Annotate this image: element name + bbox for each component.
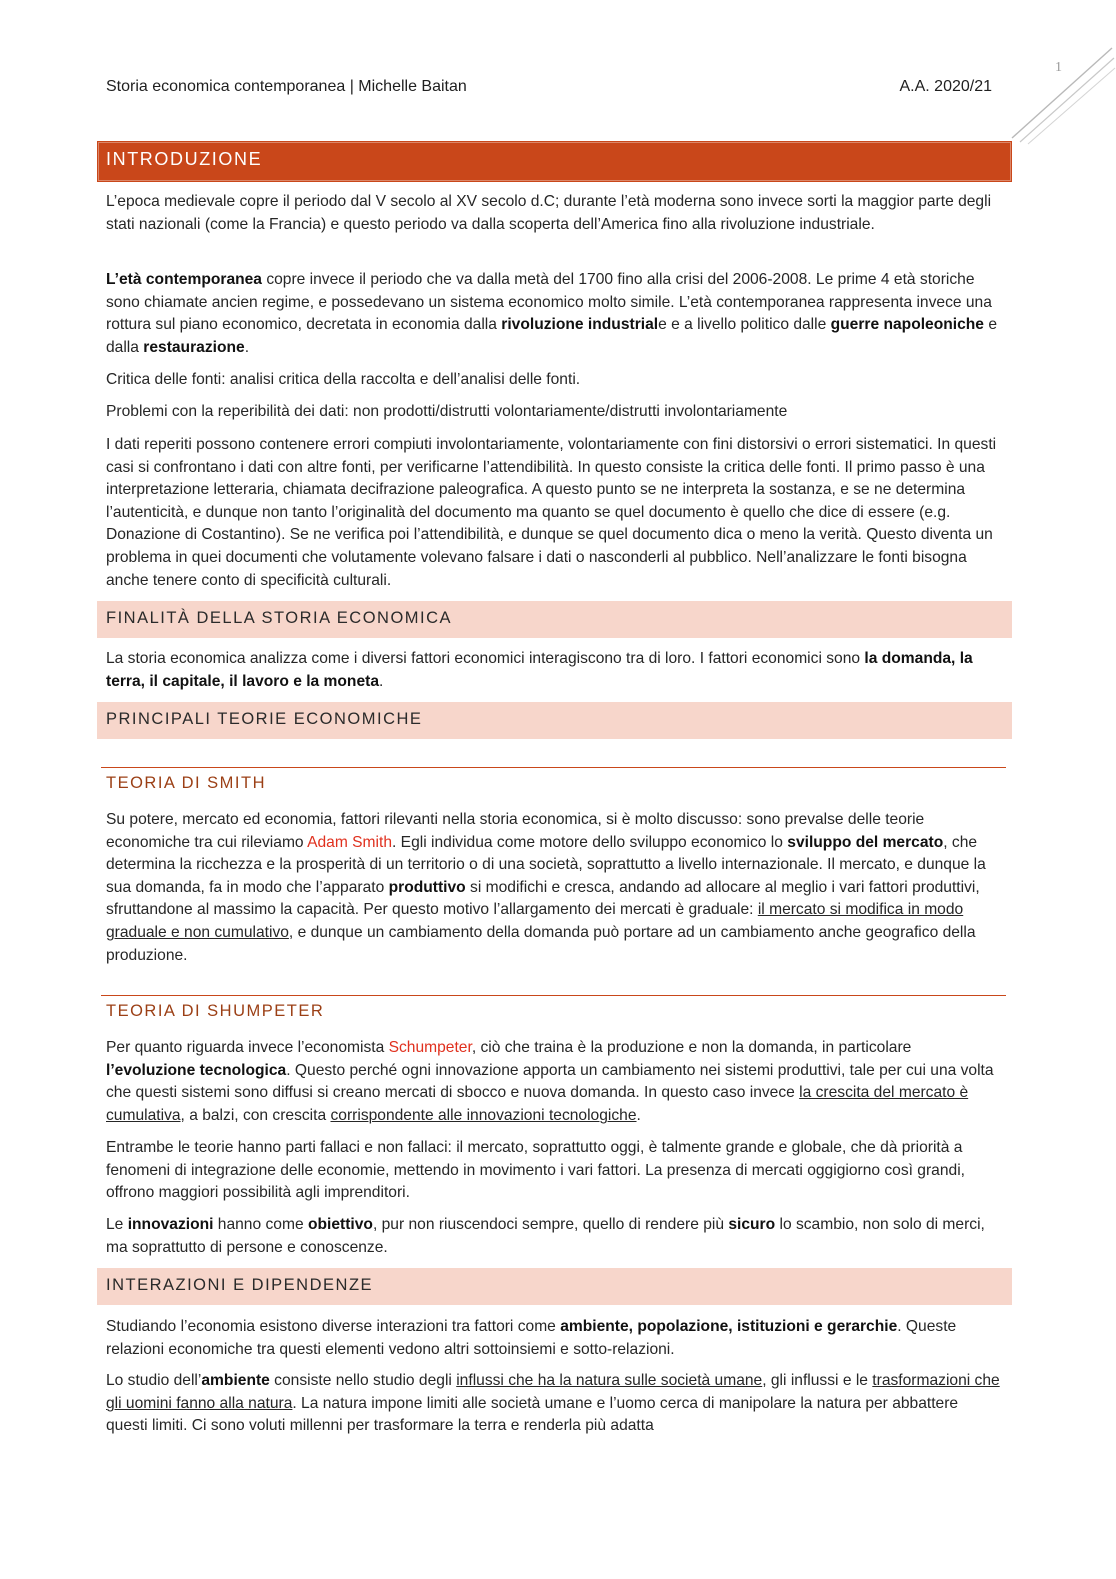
text-run: Per quanto riguarda invece l’economista	[106, 1039, 389, 1056]
bold-text: produttivo	[388, 878, 466, 896]
paragraph-eta-contemporanea	[106, 269, 1001, 359]
bold-text: guerre napoleoniche	[830, 316, 984, 334]
text-run: . Egli individua come motore dello sviluppo economico lo	[392, 833, 788, 851]
text-run: .	[379, 672, 384, 690]
underlined-text: il mercato si modifica in modo graduale e non cumulativo	[106, 901, 964, 941]
paragraph-fattori-economici	[106, 648, 1001, 693]
text-run: .	[636, 1106, 641, 1124]
academic-year: A.A. 2020/21	[899, 78, 992, 95]
underlined-text: influssi che ha la natura sulle società umane	[456, 1372, 763, 1389]
paragraph-ambiente	[106, 1370, 1001, 1438]
name-schumpeter: Schumpeter	[388, 1039, 472, 1056]
heading-introduzione	[97, 141, 1012, 182]
paragraph-critica-fonti: Critica delle fonti: analisi critica della raccolta e dell’analisi delle fonti.	[106, 371, 581, 388]
text-run: , a balzi, con crescita	[180, 1106, 331, 1124]
page-number: 1	[1055, 60, 1062, 75]
heading-principali-teorie	[97, 702, 1012, 739]
heading-finalita	[97, 601, 1012, 638]
heading-teoria-smith: TEORIA DI SMITH	[106, 774, 267, 792]
text-run: . La natura impone limiti alle società umane e l’uomo cerca di manipolare la natura per abbattere questi limiti. Ci sono voluti millenni per trasformare la terra e renderla più adatta	[106, 1394, 959, 1435]
bold-text: sviluppo del mercato	[787, 833, 944, 851]
bold-text: sicuro	[728, 1216, 776, 1233]
paragraph-entrambe-teorie: Entrambe le teorie hanno parti fallaci e non fallaci: il mercato, soprattutto oggi, è talmente grande e globale, che dà priorità a fenomeni di integrazione delle economie, mettendo in movimento i vari fattori. La presenza di mercati oggigiorno così grandi, offrono maggiori possibilità agli imprenditori.	[106, 1139, 965, 1202]
text-run: .	[244, 338, 250, 356]
heading-teoria-shumpeter: TEORIA DI SHUMPETER	[106, 1002, 325, 1020]
section-divider	[101, 767, 1006, 768]
text-run: , che determina la ricchezza e la prosperità di un territorio o di una società, soprattutto a livello internazionale. Il mercato, e dunque la sua domanda, fa in modo che l’apparato	[106, 833, 986, 896]
heading-text: INTERAZIONI E DIPENDENZE	[106, 1276, 374, 1294]
bold-text: ambiente	[201, 1372, 270, 1389]
underlined-text: la crescita del mercato è cumulativa	[106, 1084, 969, 1124]
bold-text: ambiente, popolazione, istituzioni e gerarchie	[560, 1318, 898, 1335]
paragraph-interazioni-fattori	[106, 1316, 1001, 1361]
paragraph-epoca-medievale: L’epoca medievale copre il periodo dal V secolo al XV secolo d.C; durante l’età moderna sono invece sorti la maggior parte degli stati nazionali (come la Francia) e questo periodo va dalla scoperta dell’America fino alla rivoluzione industriale.	[106, 193, 992, 233]
bold-text: restaurazione	[143, 338, 245, 356]
bold-text: innovazioni	[127, 1216, 214, 1233]
paragraph-schumpeter	[106, 1037, 1001, 1127]
bold-text: la domanda, la terra, il capitale, il lavoro e la moneta	[106, 650, 973, 690]
text-run: , e dunque un cambiamento della domanda può portare ad un cambiamento anche geografico della produzione.	[106, 923, 976, 964]
bold-text: l’evoluzione tecnologica	[106, 1061, 287, 1079]
paragraph-reperibilita-dati: Problemi con la reperibilità dei dati: non prodotti/distrutti volontariamente/distrutti involontariamente	[106, 403, 788, 420]
text-run: , ciò che traina è la produzione e non la domanda, in particolare	[471, 1039, 912, 1056]
bold-text: obiettivo	[307, 1216, 373, 1233]
heading-text: PRINCIPALI TEORIE ECONOMICHE	[106, 710, 423, 728]
paragraph-innovazioni	[106, 1214, 1001, 1259]
heading-interazioni	[97, 1268, 1012, 1305]
underlined-text: trasformazioni che gli uomini fanno alla natura	[106, 1372, 1000, 1412]
text-run: . Queste relazioni economiche tra questi elementi vedono altri sottoinsiemi e sotto-relazioni.	[106, 1318, 957, 1358]
text-run: e e a livello politico dalle	[658, 316, 831, 334]
name-adam-smith: Adam Smith	[307, 833, 393, 851]
heading-text: INTRODUZIONE	[106, 149, 263, 169]
bold-text: L’età contemporanea	[106, 271, 262, 288]
underlined-text: corrispondente alle innovazioni tecnologiche	[330, 1106, 637, 1124]
bold-text: rivoluzione industrial	[501, 316, 659, 334]
heading-text: FINALITÀ DELLA STORIA ECONOMICA	[106, 609, 453, 627]
header-title: Storia economica contemporanea | Michelle Baitan	[106, 78, 467, 95]
paragraph-smith	[106, 809, 1001, 967]
text-run: Lo studio dell’	[106, 1372, 202, 1389]
corner-decoration	[1008, 40, 1116, 150]
text-run: copre invece il periodo che va dalla metà del 1700 fino alla crisi del 2006-2008. Le prime 4 età storiche sono chiamate ancien regime, e possedevano un sistema economico molto simile. L’età contemporanea rappresenta invece una rottura sul piano economico, decretata in economia dalla	[106, 271, 992, 334]
text-run: hanno come	[213, 1216, 308, 1233]
paragraph-dati-reperiti: I dati reperiti possono contenere errori compiuti involontariamente, volontariamente con fini distorsivi o errori sistematici. In questi casi si confrontano i dati con altre fonti, per verificarne l’attendibilità. In questo consiste la critica delle fonti. Il primo passo è una interpretazione letteraria, chiamata decifrazione paleografica. A questo punto se ne interpreta la sostanza, e se ne determina l’autenticità, e dunque non tanto l’originalità del documento ma quanto se quel documento è quello che dice di essere (e.g. Donazione di Costantino). Se ne verifica poi l’attendibilità, e dunque se quel documento dica o meno la verità. Questo diventa un problema in quei documenti che volutamente volevano falsare i dati o nasconderli al pubblico. Nell’analizzare le fonti bisogna anche tenere conto di specificità culturali.	[106, 436, 997, 589]
text-run: lo scambio, non solo di merci, ma soprattutto di persone e conoscenze.	[106, 1216, 985, 1256]
text-run: Studiando l’economia esistono diverse interazioni tra fattori come	[106, 1318, 561, 1335]
text-run: consiste nello studio degli	[269, 1372, 457, 1389]
text-run: Le	[106, 1216, 128, 1233]
text-run: si modifichi e cresca, andando ad allocare al meglio i vari fattori produttivi, sfruttandone al massimo la capacità. Per questo motivo l’allargamento dei mercati è graduale:	[106, 878, 980, 919]
text-run: La storia economica analizza come i diversi fattori economici interagiscono tra di loro. I fattori economici sono	[106, 650, 865, 667]
text-run: Su potere, mercato ed economia, fattori rilevanti nella storia economica, si è molto discusso: sono prevalse delle teorie economiche tra cui rileviamo	[106, 811, 925, 851]
page-header	[106, 78, 992, 96]
text-run: . Questo perché ogni innovazione apporta un cambiamento nei sistemi produttivi, tale per cui una volta che questi sistemi sono diffusi si creano mercati di sbocco e nuova domanda. In questo caso invece	[106, 1061, 994, 1102]
section-divider	[101, 995, 1006, 996]
text-run: , pur non riuscendoci sempre, quello di rendere più	[372, 1216, 729, 1233]
text-run: e dalla	[106, 316, 997, 356]
text-run: , gli influssi e le	[762, 1372, 873, 1389]
